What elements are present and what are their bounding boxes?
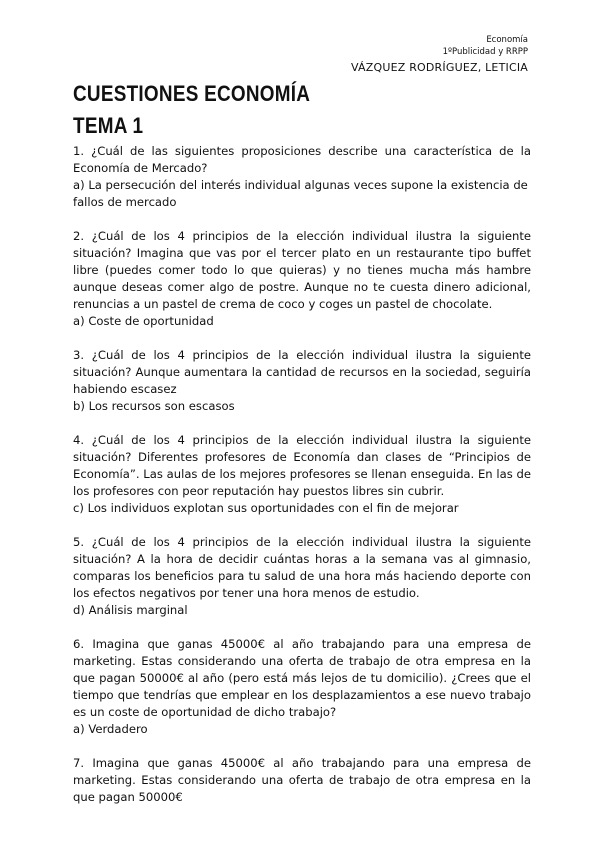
header-subject: Economía [486, 35, 528, 45]
questions-list [73, 143, 531, 823]
question-text: 1. ¿Cuál de las siguientes proposiciones describe una característica de la Economía de Mercado? [73, 144, 531, 175]
question-text: 3. ¿Cuál de los 4 principios de la elección individual ilustra la siguiente situación? Aunque aumentara la cantidad de recursos en la sociedad, seguiría habiendo escasez [73, 348, 531, 396]
header-course: 1ºPublicidad y RRPP [442, 47, 528, 57]
question-block [73, 347, 531, 415]
document-title: CUESTIONES ECONOMÍA [73, 81, 311, 106]
header-author: VÁZQUEZ RODRÍGUEZ, LETICIA [351, 61, 528, 74]
question-answer: d) Análisis marginal [73, 603, 188, 617]
question-block [73, 143, 531, 211]
question-text: 4. ¿Cuál de los 4 principios de la elección individual ilustra la siguiente situación? Diferentes profesores de Economía dan clases de “Principios de Economía”. Las aulas de los mejores profesores se llenan enseguida. En las de los profesores con peor reputación hay puestos libres sin cubrir. [73, 433, 531, 498]
question-text: 7. Imagina que ganas 45000€ al año trabajando para una empresa de marketing. Estas considerando una oferta de trabajo de otra empresa en la que pagan 50000€ [73, 756, 531, 804]
question-answer: b) Los recursos son escasos [73, 399, 235, 413]
question-block [73, 636, 531, 738]
question-text: 6. Imagina que ganas 45000€ al año trabajando para una empresa de marketing. Estas considerando una oferta de trabajo de otra empresa en la que pagan 50000€ al año (pero está más lejos de tu domicilio). ¿Crees que el tiempo que tendrías que emplear en los desplazamientos a ese nuevo trabajo es un coste de oportunidad de dicho trabajo? [73, 637, 531, 719]
question-block [73, 228, 531, 330]
document-subtitle: TEMA 1 [73, 113, 144, 138]
question-block [73, 534, 531, 619]
question-answer: a) Verdadero [73, 722, 148, 736]
question-text: 2. ¿Cuál de los 4 principios de la elección individual ilustra la siguiente situación? Imagina que vas por el tercer plato en un restaurante tipo buffet libre (puedes comer todo lo que quieras) y no tienes mucha más hambre aunque deseas comer algo de postre. Aunque no te cuesta dinero adicional, renuncias a un pastel de crema de coco y coges un pastel de chocolate. [73, 229, 531, 311]
question-answer: a) La persecución del interés individual algunas veces supone la existencia de fallos de mercado [73, 178, 528, 209]
question-answer: c) Los individuos explotan sus oportunidades con el fin de mejorar [73, 501, 459, 515]
question-block [73, 432, 531, 517]
question-text: 5. ¿Cuál de los 4 principios de la elección individual ilustra la siguiente situación? A la hora de decidir cuántas horas a la semana vas al gimnasio, comparas los beneficios para tu salud de una hora más haciendo deporte con los efectos negativos por tener una hora menos de estudio. [73, 535, 531, 600]
question-block [73, 755, 531, 806]
question-answer: a) Coste de oportunidad [73, 314, 214, 328]
